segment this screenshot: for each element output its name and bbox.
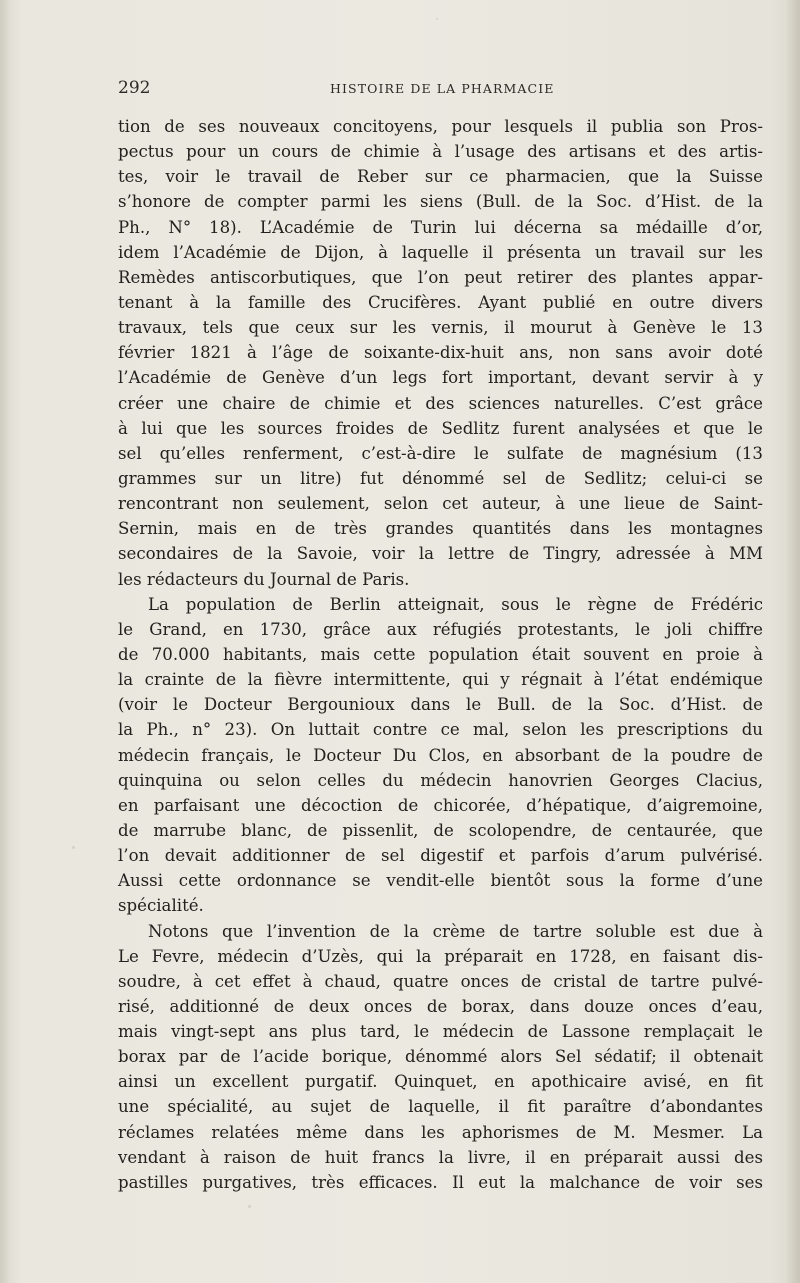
- text-line: Remèdes antiscorbutiques, que l’on peut retirer des plantes appar-: [118, 267, 763, 287]
- text-line: la Ph., n° 23). On luttait contre ce mal, selon les prescriptions du: [118, 720, 763, 740]
- text-line: Sernin, mais en de très grandes quantités dans les montagnes: [118, 519, 763, 539]
- text-line: vendant à raison de huit francs la livre, il en préparait aussi des: [118, 1147, 763, 1167]
- text-line: le Grand, en 1730, grâce aux réfugiés protestants, le joli chiffre: [118, 619, 763, 639]
- text-line: rencontrant non seulement, selon cet auteur, à une lieue de Saint-: [118, 494, 763, 514]
- paper-speck: [72, 846, 75, 849]
- page-number: 292: [118, 78, 151, 98]
- text-line: ainsi un excellent purgatif. Quinquet, en apothicaire avisé, en fit: [118, 1072, 763, 1092]
- text-line: mais vingt-sept ans plus tard, le médecin de Lassone remplaçait le: [118, 1022, 763, 1042]
- text-line: Le Fevre, médecin d’Uzès, qui la préparait en 1728, en faisant dis-: [118, 946, 763, 966]
- paper-speck: [436, 18, 438, 20]
- text-line: idem l’Académie de Dijon, à laquelle il présenta un travail sur les: [118, 242, 763, 262]
- text-line: une spécialité, au sujet de laquelle, il fit paraître d’abondantes: [118, 1097, 763, 1117]
- text-line: tenant à la famille des Crucifères. Ayant publié en outre divers: [118, 292, 763, 312]
- text-line: de marrube blanc, de pissenlit, de scolopendre, de centaurée, que: [118, 820, 763, 840]
- text-line: pastilles purgatives, très efficaces. Il eut la malchance de voir ses: [118, 1172, 763, 1192]
- text-line: sel qu’elles renferment, c’est-à-dire le sulfate de magnésium (13: [118, 443, 763, 463]
- text-line: pectus pour un cours de chimie à l’usage des artisans et des artis-: [118, 142, 763, 162]
- text-line: risé, additionné de deux onces de borax, dans douze onces d’eau,: [118, 996, 763, 1016]
- text-line: créer une chaire de chimie et des sciences naturelles. C’est grâce: [118, 393, 763, 413]
- text-line: médecin français, le Docteur Du Clos, en absorbant de la poudre de: [118, 745, 763, 765]
- text-line: secondaires de la Savoie, voir la lettre de Tingry, adressée à MM: [118, 544, 763, 564]
- text-line: février 1821 à l’âge de soixante-dix-huit ans, non sans avoir doté: [118, 343, 763, 363]
- text-line: en parfaisant une décoction de chicorée, d’hépatique, d’aigremoine,: [118, 795, 763, 815]
- text-line: soudre, à cet effet à chaud, quatre onces de cristal de tartre pulvé-: [118, 971, 763, 991]
- body-text: [118, 114, 763, 1195]
- page-left-edge-shadow: [0, 0, 10, 1283]
- text-line: réclames relatées même dans les aphorismes de M. Mesmer. La: [118, 1122, 763, 1142]
- text-line: de 70.000 habitants, mais cette population était souvent en proie à: [118, 644, 763, 664]
- text-line: Aussi cette ordonnance se vendit-elle bientôt sous la forme d’une: [118, 871, 763, 891]
- text-line: l’on devait additionner de sel digestif et parfois d’arum pulvérisé.: [118, 846, 763, 866]
- text-line: borax par de l’acide borique, dénommé alors Sel sédatif; il obtenait: [118, 1047, 763, 1067]
- text-line: (voir le Docteur Bergounioux dans le Bull. de la Soc. d’Hist. de: [118, 695, 763, 715]
- paragraph-end-line: les rédacteurs du Journal de Paris.: [118, 569, 410, 589]
- page-header: [118, 78, 763, 104]
- text-line: grammes sur un litre) fut dénommé sel de Sedlitz; celui-ci se: [118, 468, 763, 488]
- page-right-edge-shadow: [786, 0, 800, 1283]
- text-line: à lui que les sources froides de Sedlitz furent analysées et que le: [118, 418, 763, 438]
- text-line: tion de ses nouveaux concitoyens, pour lesquels il publia son Pros-: [118, 117, 763, 136]
- paragraph-end-line: spécialité.: [118, 896, 204, 916]
- text-line: quinquina ou selon celles du médecin hanovrien Georges Clacius,: [118, 770, 763, 790]
- text-line: la crainte de la fièvre intermittente, qui y régnait à l’état endémique: [118, 670, 763, 690]
- paper-speck: [248, 1205, 251, 1208]
- text-line: s’honore de compter parmi les siens (Bull. de la Soc. d’Hist. de la: [118, 192, 763, 212]
- text-line: travaux, tels que ceux sur les vernis, il mourut à Genève le 13: [118, 318, 763, 338]
- paragraph-start-line: Notons que l’invention de la crème de tartre soluble est due à: [148, 921, 763, 941]
- text-line: tes, voir le travail de Reber sur ce pharmacien, que la Suisse: [118, 167, 763, 187]
- text-line: l’Académie de Genève d’un legs fort important, devant servir à y: [118, 368, 763, 388]
- running-title: HISTOIRE DE LA PHARMACIE: [330, 81, 555, 96]
- paragraph-start-line: La population de Berlin atteignait, sous le règne de Frédéric: [148, 594, 763, 614]
- text-line: Ph., N° 18). L’Académie de Turin lui décerna sa médaille d’or,: [118, 217, 763, 237]
